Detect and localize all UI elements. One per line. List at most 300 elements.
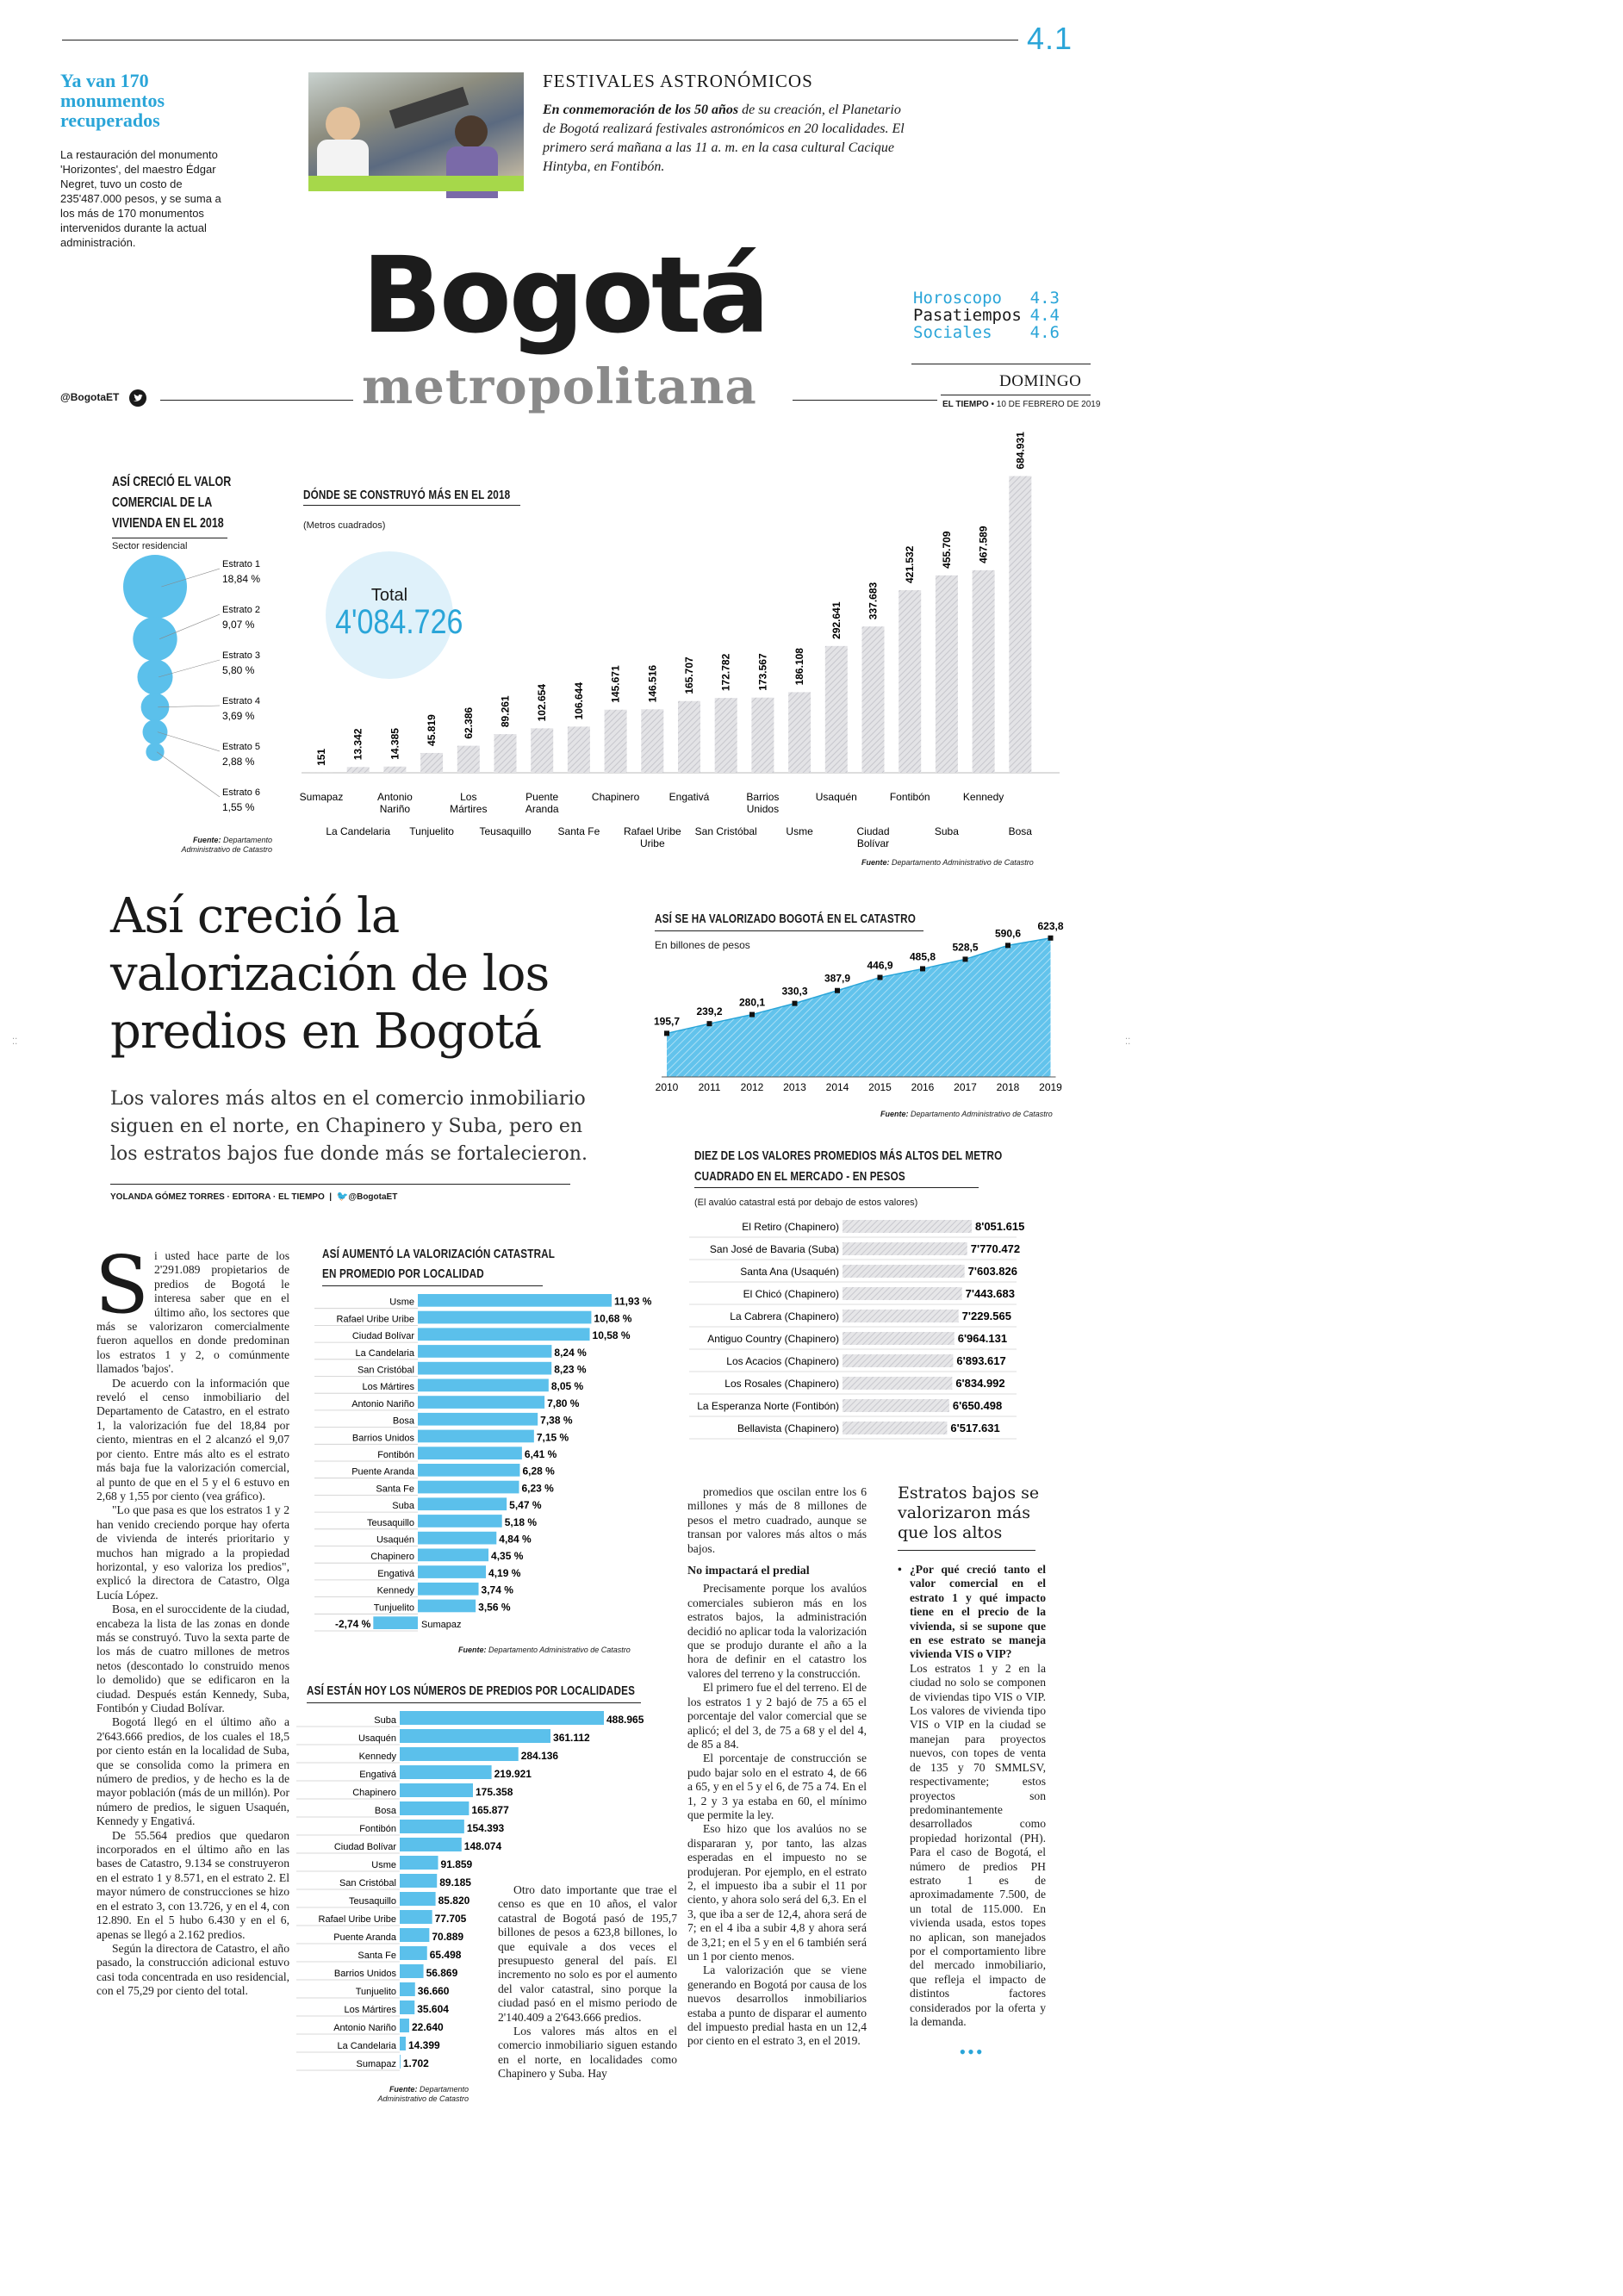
bubble-value: 1,55 % xyxy=(222,801,255,813)
bar-value: 10,58 % xyxy=(592,1329,631,1342)
subhead: No impactará el predial xyxy=(687,1565,810,1578)
bubble xyxy=(123,555,187,619)
bar-value: 5,47 % xyxy=(509,1499,542,1512)
bar-category: Usaquén xyxy=(358,1733,396,1744)
sidebar-body: Los estratos 1 y 2 en la ciudad no solo se componen de viviendas tipo VIS o VIP. Los valores de vivienda tipo VIS o VIP en la ciudad se manejan para proyectos nuevos, con topes de venta de 135 y 70 SMMLSV, respectivamente; estos proyectos son predominantemente desarrollados como propiedad horizontal (PH). Para el caso de Bogotá, el número de predios PH estrato 1 es de aproximadamente 7.500, de un total de 115.000. En vivienda usada, estos topes no aplican, son manejados por el comportamiento libre del mercado inmobiliario, que refleja el impacto de distintos factores considerados por la oferta y la demanda. xyxy=(910,1661,1046,2028)
festival-box xyxy=(543,71,905,177)
category-label: Aranda xyxy=(525,803,559,815)
category-label: Barrios xyxy=(746,791,780,803)
bar-value: 219.921 xyxy=(494,1768,532,1780)
bubble-leader xyxy=(158,732,220,751)
bar xyxy=(400,1729,550,1743)
festival-body: En conmemoración de los 50 años de su creación, el Planetario de Bogotá realizará festivales astronómicos en 20 localidades. El primero será mañana a las 11 a. m. en la casa cultural Cacique Hintyba, en Fontibón. xyxy=(543,103,905,174)
index-label: Pasatiempos xyxy=(913,306,1022,325)
price-value: 6'964.131 xyxy=(957,1332,1008,1345)
bar-value: 70.889 xyxy=(432,1931,464,1943)
day-label: DOMINGO xyxy=(999,372,1082,390)
bar-value-label: 146.516 xyxy=(646,664,659,703)
bar-value: 154.393 xyxy=(466,1822,505,1834)
paragraph: El porcentaje de construcción se pudo bajar solo en el estrato 4, de 66 a 65, y en el 5 y el 6, de 75 a 74. En el 1, 2 y 3 ya estaba en 60, el mínimo que permite la ley. xyxy=(687,1752,867,1821)
bar-value: 7,80 % xyxy=(547,1397,580,1409)
bar-category: Barrios Unidos xyxy=(351,1433,414,1444)
area-point xyxy=(793,1001,798,1006)
bar-value: -2,74 % xyxy=(334,1618,371,1630)
bar-value: 1.702 xyxy=(402,2057,429,2069)
bubble-value: 5,80 % xyxy=(222,664,255,676)
bar-value-label: 292.641 xyxy=(830,601,843,639)
paragraph: "Lo que pasa es que los estratos 1 y 2 han venido creciendo porque hay oferta de vivienda de interés prioritario y muchos han migrado a la propiedad horizontal, y eso valoriza los predios", explicó la directora de Catastro, Olga Lucía López. xyxy=(96,1503,289,1602)
price-category: La Cabrera (Chapinero) xyxy=(730,1310,839,1322)
paragraph: promedios que oscilan entre los 6 millones y más de 8 millones de pesos el metro cuadrado, aunque se transan por valores más altos o más bajos. xyxy=(687,1485,867,1555)
price-bar xyxy=(843,1287,962,1300)
bar-category: Engativá xyxy=(377,1568,414,1579)
crop-mark-left: ⁚⁚ xyxy=(12,1037,18,1047)
bar-value-label: 173.567 xyxy=(756,653,769,691)
bar-category: Sumapaz xyxy=(421,1620,462,1630)
bar-value: 4,19 % xyxy=(488,1566,521,1579)
price-value: 6'517.631 xyxy=(950,1422,1000,1434)
bar-category: Usme xyxy=(371,1860,396,1870)
area-point xyxy=(963,956,968,961)
category-label: Los xyxy=(460,791,477,803)
paragraph: Bogotá llegó en el último año a 2'643.666 predios, de los cuales el 18,5 por ciento están en la localidad de Suba, que se consolida como la primera en número de predios, y de hecho es la de mayor población (más de un millón). Por número de predios, le siguen Usaquén, Kennedy y Engativá. xyxy=(96,1715,289,1828)
bar-category: Tunjuelito xyxy=(355,1987,396,1997)
bar-category: Fontibón xyxy=(377,1450,414,1460)
bar-value: 3,74 % xyxy=(481,1584,513,1596)
index-page: 4.3 xyxy=(1029,289,1060,308)
category-label: Puente xyxy=(525,791,559,803)
masthead-main: Bogotá xyxy=(362,234,768,357)
bar xyxy=(400,1711,604,1725)
price-bar xyxy=(843,1310,959,1322)
bar xyxy=(400,1928,429,1942)
area-value-label: 528,5 xyxy=(952,941,979,954)
category-label: Fontibón xyxy=(889,791,930,803)
bubble-chart-title: ASÍ CRECIÓ EL VALOR COMERCIAL DE LA VIVIENDA EN EL 2018 xyxy=(112,475,232,531)
bubble-label: Estrato 3 xyxy=(222,650,261,661)
brief-title: Ya van 170 monumentos recuperados xyxy=(60,70,165,131)
area-value-label: 387,9 xyxy=(824,972,851,985)
paragraph: Eso hizo que los avalúos no se dispararan y, por tanto, las alzas esperadas en el impuesto no se produjeran. Por ejemplo, en el estrato 2, el impuesto iba a subir el 11 por ciento, y ahora solo será del 6,3. En el 3, que iba a ser de 12,4, ahora será de 7; en el 4 iba a subir 4,8 y ahora será de 3,21; en el 5 y en el 6 también será un 1 por ciento menos. xyxy=(687,1822,867,1963)
bar xyxy=(420,753,443,773)
bar-category: Rafael Uribe Uribe xyxy=(336,1314,414,1325)
bar-value: 77.705 xyxy=(434,1913,467,1925)
category-label: Uribe xyxy=(639,837,665,849)
bar-value-label: 106.644 xyxy=(572,681,585,720)
index-label: Horoscopo xyxy=(913,289,1002,308)
bar-value: 10,68 % xyxy=(594,1312,632,1325)
bar xyxy=(531,728,553,773)
bar-value: 89.185 xyxy=(439,1876,471,1888)
area-x-label: 2018 xyxy=(996,1081,1020,1093)
bar-category: Antonio Nariño xyxy=(351,1398,414,1409)
area-x-label: 2017 xyxy=(954,1081,977,1093)
bar xyxy=(400,1892,436,1906)
price-category: El Chicó (Chapinero) xyxy=(743,1288,839,1300)
bar xyxy=(605,710,627,773)
bar xyxy=(400,1910,432,1924)
category-label: Bolívar xyxy=(856,837,890,849)
built-chart-title: DÓNDE SE CONSTRUYÓ MÁS EN EL 2018 xyxy=(303,488,511,502)
area-chart-title: ASÍ SE HA VALORIZADO BOGOTÁ EN EL CATASTRO xyxy=(655,912,916,926)
bar-value: 4,35 % xyxy=(491,1550,524,1563)
area-value-label: 485,8 xyxy=(909,950,936,963)
parcels-title-rule xyxy=(307,1702,641,1703)
parcels-chart-title: ASÍ ESTÁN HOY LOS NÚMEROS DE PREDIOS POR LOCALIDADES xyxy=(307,1683,636,1698)
area-point xyxy=(835,988,840,993)
area-source: Fuente: Departamento Administrativo de Catastro xyxy=(880,1110,1053,1118)
price-category: Bellavista (Chapinero) xyxy=(737,1422,839,1434)
byline-twitter-icon: 🐦 xyxy=(336,1192,349,1202)
festival-photo xyxy=(308,72,524,191)
bar-category: Rafael Uribe Uribe xyxy=(318,1914,396,1925)
bubble xyxy=(146,743,164,761)
bar-value-label: 165.707 xyxy=(683,656,695,694)
bar xyxy=(418,1532,496,1545)
bar xyxy=(418,1515,502,1528)
bar-category: Chapinero xyxy=(352,1788,396,1798)
bar xyxy=(418,1600,476,1613)
bar-value: 3,56 % xyxy=(478,1601,511,1614)
category-label: Kennedy xyxy=(962,791,1004,803)
twitter-handle[interactable]: @BogotaET xyxy=(60,389,146,407)
price-value: 7'603.826 xyxy=(967,1265,1017,1278)
bar xyxy=(568,726,590,773)
category-label: Usme xyxy=(786,825,813,837)
price-category: Los Rosales (Chapinero) xyxy=(724,1378,839,1390)
category-label: Chapinero xyxy=(591,791,640,803)
bar-value-label: 151 xyxy=(315,748,327,766)
byline: YOLANDA GÓMEZ TORRES · EDITORA · EL TIEMPO | 🐦@BogotaET xyxy=(110,1192,398,1202)
price-chart-title: DIEZ DE LOS VALORES PROMEDIOS MÁS ALTOS DEL METRO CUADRADO EN EL MERCADO - EN PESOS xyxy=(694,1148,1003,1184)
index-label: Sociales xyxy=(913,323,992,342)
bar-category: La Candelaria xyxy=(337,2041,396,2051)
bar-value: 14.399 xyxy=(407,2039,440,2051)
byline-rule xyxy=(110,1184,570,1185)
area-value-label: 446,9 xyxy=(867,959,893,972)
article-column-3 xyxy=(687,1485,867,2049)
sidebar-rule xyxy=(898,1550,1035,1551)
bar xyxy=(678,701,700,773)
price-category: San José de Bavaria (Suba) xyxy=(709,1243,839,1255)
bar-value: 6,23 % xyxy=(521,1482,554,1495)
bar xyxy=(400,2037,406,2050)
bar-category: Teusaquillo xyxy=(348,1896,396,1907)
bar xyxy=(418,1379,549,1392)
drop-cap: S xyxy=(95,1239,150,1331)
bar-value-label: 145.671 xyxy=(609,665,622,703)
brief-box xyxy=(60,71,224,250)
bubble xyxy=(133,617,177,661)
category-label: Sumapaz xyxy=(299,791,344,803)
bar-category: Los Mártires xyxy=(344,2005,396,2015)
bar-category: Chapinero xyxy=(370,1552,414,1563)
area-subtitle: En billones de pesos xyxy=(655,939,750,951)
price-bar xyxy=(843,1422,947,1434)
bar-value-label: 14.385 xyxy=(389,728,401,760)
bar xyxy=(418,1481,519,1494)
bar xyxy=(400,2055,401,2069)
category-label: Tunjuelito xyxy=(409,825,454,837)
section-number: 4.1 xyxy=(1027,21,1073,56)
area-value-label: 330,3 xyxy=(781,985,808,998)
price-title-rule xyxy=(694,1187,979,1188)
bar-value: 165.877 xyxy=(471,1804,509,1816)
bar-value: 22.640 xyxy=(411,2021,444,2033)
price-category: La Esperanza Norte (Fontibón) xyxy=(697,1400,839,1412)
bar-category: San Cristóbal xyxy=(339,1878,396,1888)
bar-category: Ciudad Bolívar xyxy=(351,1331,414,1342)
index-item[interactable] xyxy=(913,307,1060,324)
bar-value: 148.074 xyxy=(463,1840,502,1852)
crop-mark-right: ⁚⁚ xyxy=(1125,1037,1131,1047)
bar xyxy=(400,1856,438,1870)
bar-value-label: 684.931 xyxy=(1014,432,1027,470)
headline: Así creció la valorización de los predios en Bogotá xyxy=(110,888,550,1060)
bar xyxy=(715,698,737,773)
index-item[interactable] xyxy=(913,289,1060,307)
dek: Los valores más altos en el comercio inmobiliario siguen en el norte, en Chapinero y Suba, pero en los estratos bajos fue donde más se fortalecieron. xyxy=(110,1088,588,1165)
bubble xyxy=(137,659,172,694)
bubble-value: 18,84 % xyxy=(222,573,261,585)
bar-value: 8,24 % xyxy=(554,1346,587,1359)
category-label: Suba xyxy=(934,825,959,837)
bar-value: 6,41 % xyxy=(524,1448,557,1460)
area-point xyxy=(749,1012,755,1017)
bar xyxy=(400,1982,415,1996)
bubble-label: Estrato 5 xyxy=(222,742,261,752)
bar-value: 7,38 % xyxy=(540,1414,573,1427)
bar-value-label: 186.108 xyxy=(793,648,806,686)
bar xyxy=(347,767,370,773)
bar-value: 11,93 % xyxy=(614,1295,652,1308)
bar xyxy=(418,1362,551,1375)
index-item[interactable] xyxy=(913,324,1060,341)
category-label: Antonio xyxy=(377,791,413,803)
bubble-source: Fuente: Departamento Administrativo de Catastro xyxy=(181,836,272,854)
cadastral-title-rule xyxy=(322,1285,543,1286)
bar xyxy=(418,1413,538,1426)
bar xyxy=(400,1964,424,1978)
bar xyxy=(400,1820,464,1833)
bubble xyxy=(143,719,168,744)
bar xyxy=(862,626,885,773)
built-subtitle: (Metros cuadrados) xyxy=(303,520,386,531)
bar-category: Puente Aranda xyxy=(351,1466,414,1478)
bar-value-label: 89.261 xyxy=(499,695,512,728)
total-value: 4'084.726 xyxy=(335,603,463,641)
bar xyxy=(494,734,517,773)
parcels-source: Fuente: Departamento Administrativo de Catastro xyxy=(377,2085,469,2103)
area-value-label: 280,1 xyxy=(738,996,766,1009)
bar-value-label: 172.782 xyxy=(719,653,732,692)
category-label: Nariño xyxy=(379,803,411,815)
bar xyxy=(400,1765,492,1779)
price-category: El Retiro (Chapinero) xyxy=(742,1221,839,1233)
bar xyxy=(751,698,774,773)
bar-value: 4,84 % xyxy=(499,1533,532,1546)
area-point xyxy=(878,974,883,980)
sidebar-title: Estratos bajos se valorizaron más que los altos xyxy=(898,1484,1040,1542)
price-bar xyxy=(843,1354,953,1367)
paragraph: El primero fue el del terreno. El de los estratos 1 y 2 bajó de 75 a 65 el porcentaje del valor comercial que se aplicó; el del 3, de 75 a 68 y el del 4, de 85 a 84. xyxy=(687,1681,867,1751)
price-value: 7'443.683 xyxy=(965,1287,1016,1300)
bar-value: 488.965 xyxy=(606,1714,644,1726)
bar-category: Santa Fe xyxy=(358,1951,396,1961)
area-x-label: 2011 xyxy=(698,1081,721,1093)
bar xyxy=(899,590,921,773)
bar-value-label: 467.589 xyxy=(977,526,990,563)
bar-category: Puente Aranda xyxy=(333,1932,396,1943)
category-label: Ciudad xyxy=(856,825,890,837)
area-point xyxy=(707,1021,712,1026)
bubble-label: Estrato 6 xyxy=(222,787,261,798)
bar-value: 284.136 xyxy=(520,1750,559,1762)
bar-value: 91.859 xyxy=(440,1858,473,1870)
bubble-chart xyxy=(103,551,293,844)
paragraph: Los valores más altos en el comercio inmobiliario siguen estando en el norte, en localidades como Chapinero y Suba. Hay xyxy=(498,2025,677,2081)
price-category: Antiguo Country (Chapinero) xyxy=(707,1333,839,1345)
bar xyxy=(373,1616,418,1629)
price-value: 7'770.472 xyxy=(970,1242,1021,1255)
bar xyxy=(400,1946,427,1960)
paragraph: La valorización que se viene generando en Bogotá por causa de los nuevos desarrollos inmobiliarios estaba a punto de disparar el aumento del impuesto predial hasta en un 12,4 por ciento en el estrato 3, en el 2019. xyxy=(687,1963,867,2048)
bar xyxy=(418,1396,544,1409)
bar-category: Suba xyxy=(392,1501,414,1512)
brief-body: La restauración del monumento 'Horizontes', del maestro Édgar Negret, tuvo un costo de 235'487.000 pesos, y se suma a los más de 170 monumentos intervenidos durante la actual administración. xyxy=(60,148,221,249)
category-label: Usaquén xyxy=(815,791,857,803)
bar-category: Usme xyxy=(389,1297,414,1308)
bar xyxy=(936,576,958,773)
price-bar xyxy=(843,1265,965,1278)
area-point xyxy=(920,966,925,971)
cadastral-source: Fuente: Departamento Administrativo de Catastro xyxy=(458,1646,631,1654)
cadastral-chart-title: ASÍ AUMENTÓ LA VALORIZACIÓN CATASTRAL EN PROMEDIO POR LOCALIDAD xyxy=(322,1247,555,1281)
bar xyxy=(788,692,811,773)
area-point xyxy=(664,1030,669,1036)
bar-category: Bosa xyxy=(374,1806,396,1816)
article-column-2 xyxy=(498,1883,677,2081)
area-value-label: 195,7 xyxy=(653,1015,681,1028)
bar-value: 8,23 % xyxy=(554,1363,587,1376)
price-subtitle: (El avalúo catastral está por debajo de estos valores) xyxy=(694,1198,918,1208)
bubble-label: Estrato 4 xyxy=(222,696,261,706)
cadastral-bar-chart xyxy=(293,1289,672,1651)
bar-value-label: 62.386 xyxy=(462,706,475,739)
bar-category: Antonio Nariño xyxy=(333,2023,396,2033)
paragraph: Precisamente porque los avalúos comerciales subieron más en los estratos bajos, la administración decidió no aplicar toda la valorización que se produjo durante el año a la hora de definir en el catastro los valores del terreno y la construcción. xyxy=(687,1582,867,1680)
bar xyxy=(400,2000,414,2014)
bar-value: 361.112 xyxy=(553,1732,590,1744)
index-box xyxy=(913,289,1085,341)
bar xyxy=(825,646,848,773)
bar-value: 7,15 % xyxy=(536,1431,569,1444)
category-label: La Candelaria xyxy=(326,825,391,837)
bar-category: San Cristóbal xyxy=(357,1365,414,1376)
bar xyxy=(400,1747,519,1761)
price-bar xyxy=(843,1220,972,1233)
bar-category: Suba xyxy=(374,1715,396,1726)
area-point xyxy=(1005,943,1010,948)
price-value: 7'229.565 xyxy=(961,1310,1012,1322)
bar-value: 36.660 xyxy=(417,1985,450,1997)
category-label: Santa Fe xyxy=(557,825,600,837)
bar-category: Los Mártires xyxy=(362,1382,414,1393)
bar-value-label: 102.654 xyxy=(536,683,549,722)
area-x-label: 2016 xyxy=(911,1081,935,1093)
price-bar xyxy=(843,1332,955,1345)
bar-value-label: 13.342 xyxy=(351,728,364,761)
price-category: Los Acacios (Chapinero) xyxy=(726,1355,839,1367)
bar-value-label: 337.683 xyxy=(867,582,880,620)
article-column-1 xyxy=(95,1239,289,1999)
area-fill xyxy=(667,938,1051,1077)
bar xyxy=(418,1328,590,1341)
bar xyxy=(400,1874,437,1888)
ellipsis-icon: ••• xyxy=(959,2041,985,2063)
bar xyxy=(418,1583,479,1596)
bar-category: Kennedy xyxy=(376,1585,414,1596)
bar-value: 35.604 xyxy=(417,2003,449,2015)
price-bar-chart xyxy=(689,1213,1051,1446)
category-label: Rafael Uribe xyxy=(623,825,681,837)
area-x-label: 2019 xyxy=(1039,1081,1062,1093)
area-x-label: 2014 xyxy=(825,1081,849,1093)
bar-category: Sumapaz xyxy=(356,2059,396,2069)
bar-value-label: 421.532 xyxy=(904,545,917,584)
bar-category: Engativá xyxy=(359,1770,396,1780)
bar-value: 6,28 % xyxy=(522,1465,555,1478)
area-value-label: 239,2 xyxy=(696,1005,723,1018)
price-value: 6'893.617 xyxy=(956,1354,1006,1367)
category-label: Engativá xyxy=(668,791,710,803)
area-point xyxy=(1048,936,1054,941)
masthead-rule-left xyxy=(160,400,353,401)
bar xyxy=(418,1345,551,1358)
bubble-value: 2,88 % xyxy=(222,756,255,768)
area-x-label: 2012 xyxy=(740,1081,764,1093)
bar xyxy=(400,1783,473,1797)
bar-value: 5,18 % xyxy=(504,1515,538,1528)
bubble-label: Estrato 2 xyxy=(222,605,261,615)
bar-value-label: 45.819 xyxy=(426,714,438,746)
bar xyxy=(418,1565,486,1578)
bar xyxy=(641,709,663,773)
price-bar xyxy=(843,1242,967,1255)
bar-category: Barrios Unidos xyxy=(333,1969,396,1979)
category-label: Mártires xyxy=(450,803,488,815)
category-label: Teusaquillo xyxy=(479,825,532,837)
paragraph: Según la directora de Catastro, el año pasado, la construcción adicional estuvo casi toda concentrada en uso residencial, con el 75,29 por ciento del total. xyxy=(96,1941,289,1998)
index-page: 4.6 xyxy=(1029,323,1060,342)
bar-category: Teusaquillo xyxy=(366,1517,414,1528)
bar-value: 65.498 xyxy=(429,1949,462,1961)
paragraph: i usted hace parte de los 2'291.089 propietarios de predios de Bogotá le interesa saber que en el último año, los sectores que más se valorizaron comercialmente fueron aquellos en donde predominan los estratos 1 y 2, o comúnmente llamados 'bajos'. xyxy=(96,1249,289,1376)
sidebar-question: • ¿Por qué creció tanto el valor comercial en el estrato 1 y qué impacto tiene en el precio de la vivienda, si se supone que en ese estrato se maneja vivienda VIS o VIP? xyxy=(898,1563,1046,1661)
bar xyxy=(418,1549,488,1562)
twitter-icon xyxy=(129,389,146,407)
paragraph: De acuerdo con la información que reveló el censo inmobiliario del Departamento de Catastro, en el estrato 1, la valorización fue del 18,84 por ciento, mientras en el 2 alcanzó el 9,07 por ciento. Entre más alto es el estrato más baja fue la valorización comercial, al punto de que en el 5 y el 6 estuvo en 2,68 y 1,55 por ciento (vea gráfico). xyxy=(96,1376,289,1503)
area-x-label: 2013 xyxy=(783,1081,806,1093)
bar xyxy=(457,746,480,773)
bar-category: Fontibón xyxy=(359,1824,396,1834)
bar-value: 175.358 xyxy=(475,1786,513,1798)
price-category: Santa Ana (Usaquén) xyxy=(740,1266,839,1278)
bar xyxy=(973,570,995,773)
bubble-value: 9,07 % xyxy=(222,619,255,631)
category-label: Unidos xyxy=(746,803,780,815)
area-x-label: 2015 xyxy=(868,1081,892,1093)
